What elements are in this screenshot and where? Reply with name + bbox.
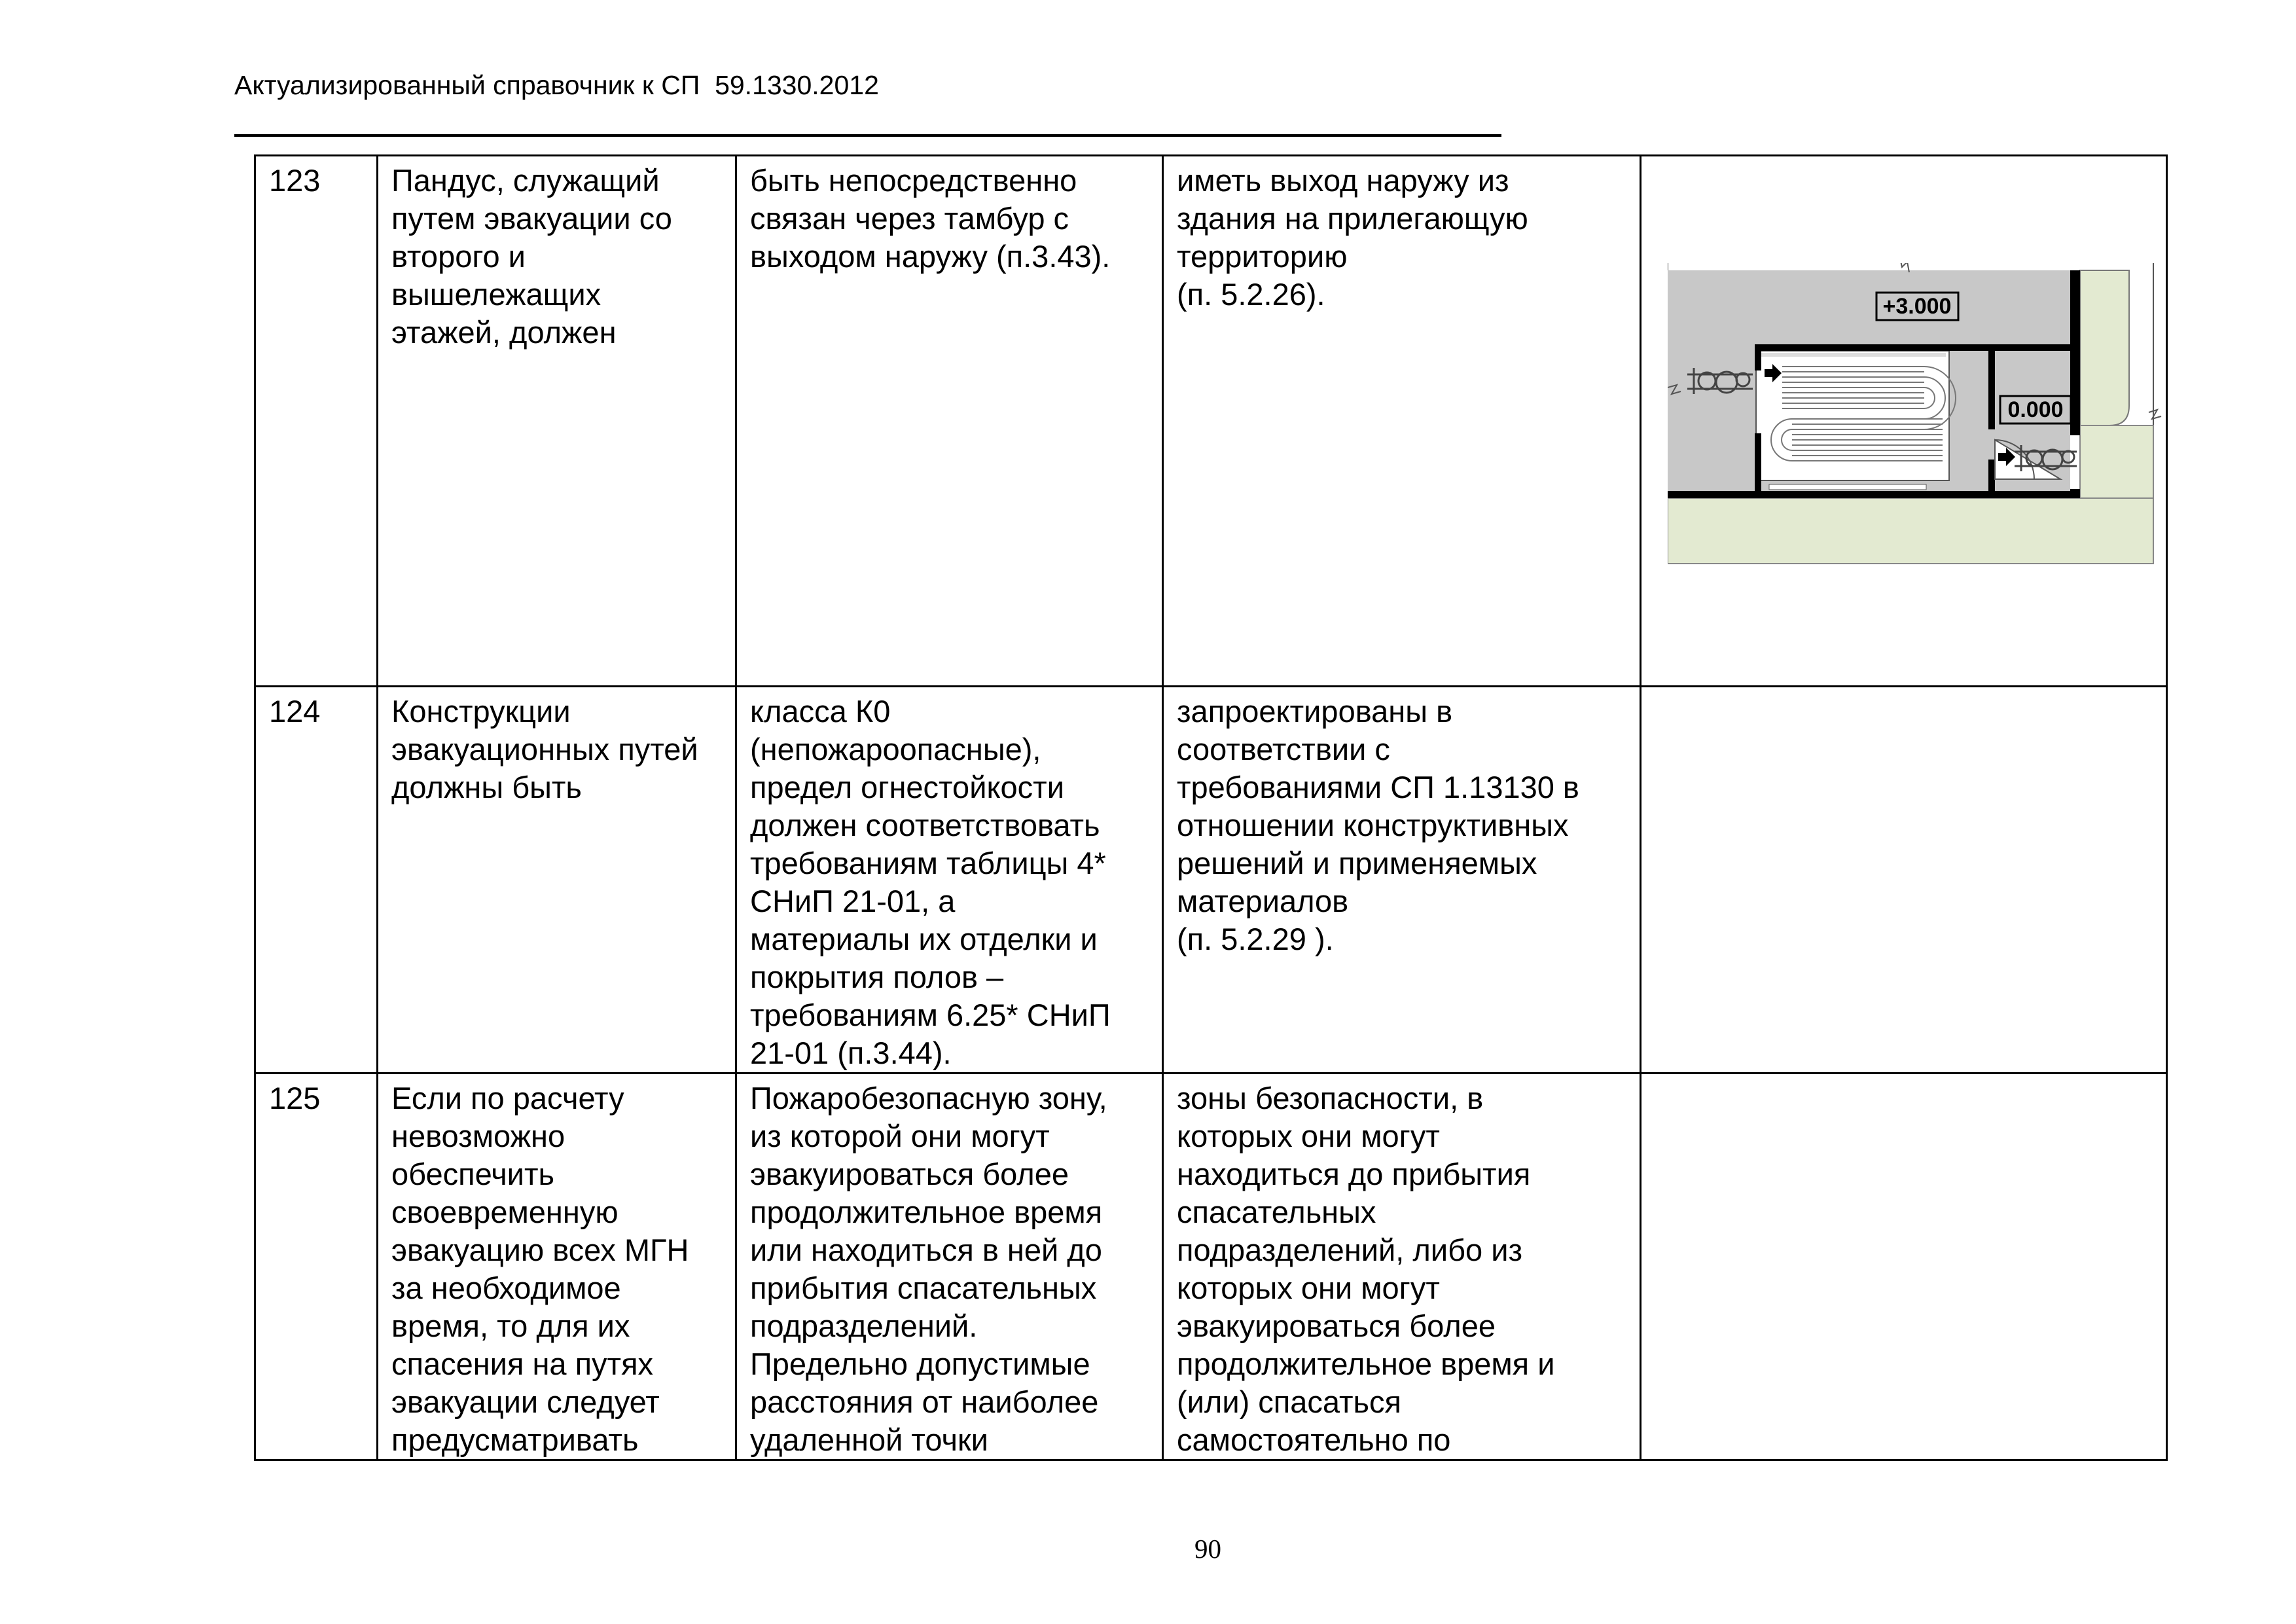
- requirement-subject: Конструкции эвакуационных путей должны быть: [378, 687, 736, 1074]
- illustration-cell: [1641, 1074, 2167, 1460]
- row-number: 124: [255, 687, 378, 1074]
- page-header-title: Актуализированный справочник к СП 59.1330.2012: [234, 70, 879, 100]
- table-row: [255, 156, 2167, 687]
- requirement-subject: Если по расчету невозможно обеспечить своевременную эвакуацию всех МГН за необходимое время, то для их спасения на путях эвакуации следует предусматривать: [378, 1074, 736, 1460]
- requirement-text: быть непосредственно связан через тамбур с выходом наружу (п.3.43).: [736, 156, 1163, 687]
- requirement-text: Пожаробезопасную зону, из которой они могут эвакуироваться более продолжительное время или находиться в ней до прибытия спасательных подразделений. Предельно допустимые расстояния от наиболее удаленной точки: [736, 1074, 1163, 1460]
- illustration-cell: [1641, 687, 2167, 1074]
- ramp-plan-drawing: [1668, 263, 2167, 590]
- illustration-cell: [1641, 156, 2167, 687]
- row-number: 125: [255, 1074, 378, 1460]
- page-number: 90: [1194, 1534, 1221, 1564]
- requirements-table: [254, 154, 2168, 1461]
- requirement-subject: Пандус, служащий путем эвакуации со второго и вышележащих этажей, должен: [378, 156, 736, 687]
- solution-text: иметь выход наружу из здания на прилегающую территорию (п. 5.2.26).: [1163, 156, 1641, 687]
- level-label-upper: +3.000: [1882, 294, 1952, 319]
- level-label-lower: 0.000: [2007, 397, 2064, 422]
- solution-text: запроектированы в соответствии с требованиями СП 1.13130 в отношении конструктивных решений и применяемых материалов (п. 5.2.29 ).: [1163, 687, 1641, 1074]
- header-rule: [234, 134, 1501, 137]
- row-number: 123: [255, 156, 378, 687]
- requirement-text: класса К0 (непожароопасные), предел огнестойкости должен соответствовать требованиям таблицы 4* СНиП 21-01, а материалы их отделки и покрытия полов – требованиям 6.25* СНиП 21-01 (п.3.44).: [736, 687, 1163, 1074]
- table-row: [255, 1074, 2167, 1460]
- solution-text: зоны безопасности, в которых они могут находиться до прибытия спасательных подразделений, либо из которых они могут эвакуироваться более продолжительное время и (или) спасаться самостоятельно по: [1163, 1074, 1641, 1460]
- table-row: [255, 687, 2167, 1074]
